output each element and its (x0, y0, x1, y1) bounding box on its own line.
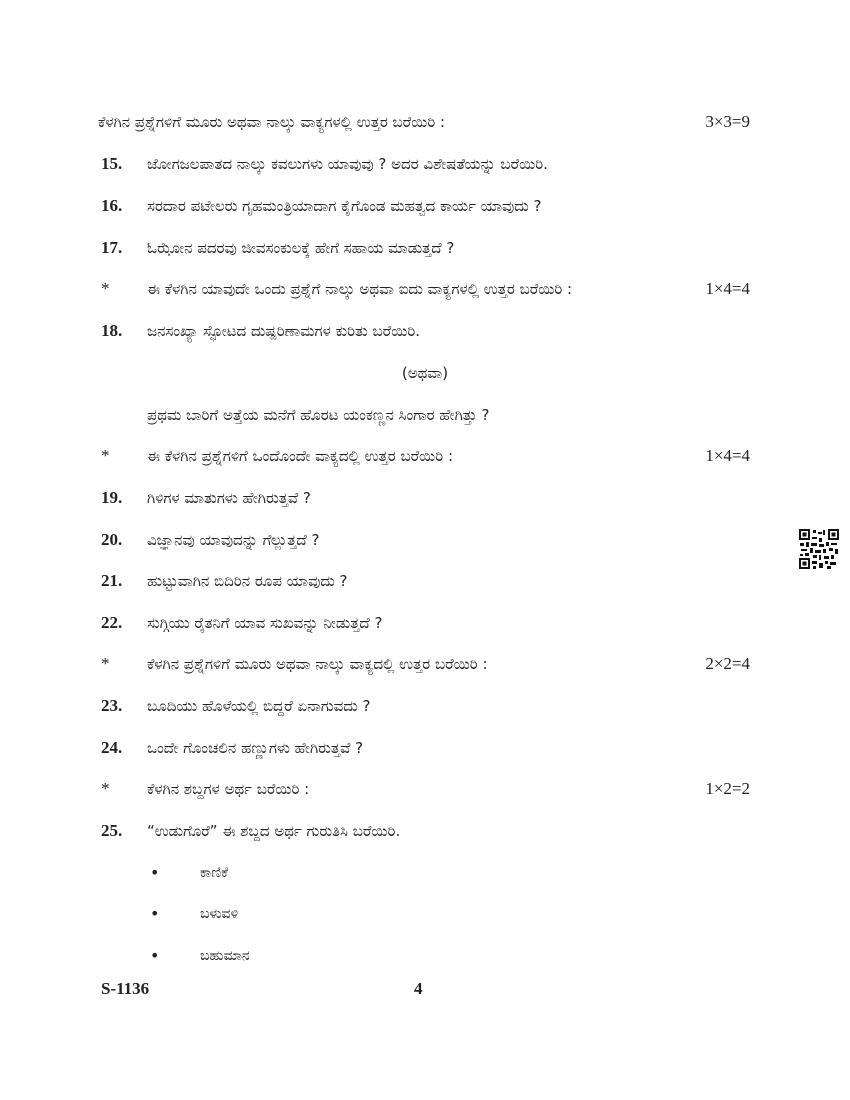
option-item (0, 943, 850, 969)
question-number: 23. (101, 696, 123, 715)
question-number: 25. (101, 821, 123, 840)
paper-code: S-1136 (101, 979, 150, 998)
question-24 (0, 735, 850, 761)
star-marker: * (101, 446, 110, 465)
instruction-text: ಕೆಳಗಿನ ಪ್ರಶ್ನೆಗಳಿಗೆ ಮೂರು ಅಥವಾ ನಾಲ್ಕು ವಾಕ್ಯಗಳಲ್ಲಿ ಉತ್ತರ ಬರೆಯಿರಿ : (98, 113, 446, 131)
section-instruction (0, 443, 850, 469)
section-instruction (0, 109, 850, 135)
question-number: 19. (101, 488, 123, 507)
question-number: 24. (101, 738, 123, 757)
star-marker: * (101, 654, 110, 673)
question-text: ಗಿಳಿಗಳ ಮಾತುಗಳು ಹೇಗಿರುತ್ತವೆ ? (147, 489, 311, 507)
question-text: ಸುಗ್ಗಿಯು ರೈತನಿಗೆ ಯಾವ ಸುಖವನ್ನು ನೀಡುತ್ತದೆ ? (147, 614, 383, 632)
question-number: 17. (101, 238, 123, 257)
question-21 (0, 568, 850, 594)
star-marker: * (101, 279, 110, 298)
question-text: ಜನಸಂಖ್ಯಾ ಸ್ಫೋಟದ ದುಷ್ಪರಿಣಾಮಗಳ ಕುರಿತು ಬರೆಯಿರಿ. (147, 322, 421, 340)
question-16 (0, 193, 850, 219)
section-instruction (0, 651, 850, 677)
marks-label: 1×2=2 (705, 779, 750, 798)
qr-code-icon (799, 529, 839, 569)
question-text: ಓಝೋನ ಪದರವು ಜೀವಸಂಕುಲಕ್ಕೆ ಹೇಗೆ ಸಹಾಯ ಮಾಡುತ್ತದೆ ? (147, 239, 455, 257)
option-text: ಬಹುಮಾನ (200, 948, 250, 964)
question-number: 18. (101, 321, 123, 340)
question-20 (0, 527, 850, 553)
section-instruction (0, 276, 850, 302)
question-22 (0, 610, 850, 636)
star-marker: * (101, 779, 110, 798)
question-text: ಸರದಾರ ಪಟೇಲರು ಗೃಹಮಂತ್ರಿಯಾದಾಗ ಕೈಗೊಂಡ ಮಹತ್ವದ ಕಾರ್ಯ ಯಾವುದು ? (147, 197, 542, 215)
instruction-text: ಕೆಳಗಿನ ಪ್ರಶ್ನೆಗಳಿಗೆ ಮೂರು ಅಥವಾ ನಾಲ್ಕು ವಾಕ್ಯದಲ್ಲಿ ಉತ್ತರ ಬರೆಯಿರಿ : (147, 655, 488, 673)
question-number: 16. (101, 196, 123, 215)
question-number: 22. (101, 613, 123, 632)
question-number: 21. (101, 571, 123, 590)
instruction-text: ಈ ಕೆಳಗಿನ ಯಾವುದೇ ಒಂದು ಪ್ರಶ್ನೆಗೆ ನಾಲ್ಕು ಅಥವಾ ಐದು ವಾಕ್ಯಗಳಲ್ಲಿ ಉತ್ತರ ಬರೆಯಿರಿ : (147, 280, 573, 298)
option-text: ಬಳುವಳಿ (200, 906, 239, 922)
marks-label: 1×4=4 (705, 446, 750, 465)
question-text: ಬೂದಿಯು ಹೊಳೆಯಲ್ಲಿ ಬಿದ್ದರೆ ಏನಾಗುವದು ? (147, 697, 371, 715)
question-text: ಒಂದೇ ಗೊಂಚಲಿನ ಹಣ್ಣುಗಳು ಹೇಗಿರುತ್ತವೆ ? (147, 739, 364, 757)
question-25 (0, 818, 850, 844)
instruction-text: ಕೆಳಗಿನ ಶಬ್ದಗಳ ಅರ್ಥ ಬರೆಯಿರಿ : (147, 780, 310, 798)
question-number: 20. (101, 530, 123, 549)
bullet-icon: • (150, 904, 160, 923)
marks-label: 3×3=9 (705, 112, 750, 131)
question-text: ಜೋಗಜಲಪಾತದ ನಾಲ್ಕು ಕವಲುಗಳು ಯಾವುವು ? ಅದರ ವಿಶೇಷತೆಯನ್ನು ಬರೆಯಿರಿ. (147, 155, 548, 173)
bullet-icon: • (150, 863, 160, 882)
question-17 (0, 235, 850, 261)
section-instruction (0, 776, 850, 802)
question-18 (0, 318, 850, 344)
question-19 (0, 485, 850, 511)
question-18-alternative (0, 402, 850, 428)
option-text: ಕಾಣಿಕೆ (200, 865, 229, 881)
bullet-icon: • (150, 946, 160, 965)
question-15 (0, 151, 850, 177)
question-text: ಹುಟ್ಟುವಾಗಿನ ಬಿದಿರಿನ ರೂಪ ಯಾವುದು ? (147, 572, 348, 590)
or-label: (ಅಥವಾ) (401, 364, 449, 382)
page-number: 4 (414, 979, 423, 998)
option-item (0, 901, 850, 927)
question-text: ವಿಜ್ಞಾನವು ಯಾವುದನ್ನು ಗೆಲ್ಲುತ್ತದೆ ? (147, 531, 320, 549)
instruction-text: ಈ ಕೆಳಗಿನ ಪ್ರಶ್ನೆಗಳಿಗೆ ಒಂದೊಂದೇ ವಾಕ್ಯದಲ್ಲಿ ಉತ್ತರ ಬರೆಯಿರಿ : (147, 447, 454, 465)
marks-label: 1×4=4 (705, 279, 750, 298)
question-text: ಪ್ರಥಮ ಬಾರಿಗೆ ಅತ್ತೆಯ ಮನೆಗೆ ಹೊರಟ ಯಂಕಣ್ಣನ ಸಿಂಗಾರ ಹೇಗಿತ್ತು ? (147, 406, 490, 424)
question-text: “ಉಡುಗೊರೆ” ಈ ಶಬ್ದದ ಅರ್ಥ ಗುರುತಿಸಿ ಬರೆಯಿರಿ. (147, 822, 401, 840)
question-23 (0, 693, 850, 719)
marks-label: 2×2=4 (705, 654, 750, 673)
question-number: 15. (101, 154, 123, 173)
option-item (0, 860, 850, 886)
